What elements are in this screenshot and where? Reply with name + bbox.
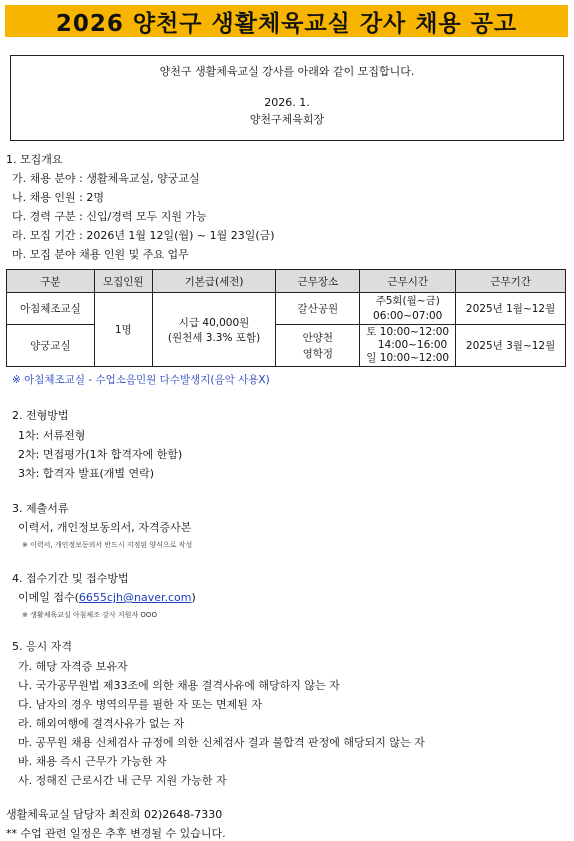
table-header: 근무기간 xyxy=(456,270,566,293)
place-line: 안양천 xyxy=(302,331,334,344)
section5-item: 나. 국가공무원법 제33조에 의한 채용 결격사유에 해당하지 않는 자 xyxy=(18,679,340,692)
section4-note: ※ 생활체육교실 아침체조 강사 지원자 OOO xyxy=(22,611,157,619)
section1-item: 라. 모집 기간 : 2026년 1월 12일(월) ~ 1월 23일(금) xyxy=(12,229,275,242)
notice-date: 2026. 1. xyxy=(264,96,310,109)
email-suffix: ) xyxy=(191,591,196,604)
time-line: 일 10:00~12:00 xyxy=(366,352,450,364)
section4-heading: 4. 접수기간 및 접수방법 xyxy=(12,572,129,585)
section2-item: 3차: 합격자 발표(개별 연락) xyxy=(18,467,155,480)
time-line: 토 10:00~12:00 xyxy=(366,326,450,338)
section1-item: 나. 채용 인원 : 2명 xyxy=(12,191,104,204)
section3-item: 이력서, 개인정보동의서, 자격증사본 xyxy=(18,521,192,534)
section1-item: 마. 모집 분야 채용 인원 및 주요 업무 xyxy=(12,248,189,261)
email-prefix: 이메일 접수( xyxy=(18,591,79,604)
place-cell xyxy=(276,325,360,367)
table-header: 근무장소 xyxy=(276,270,360,293)
place-line: 영학정 xyxy=(302,347,334,360)
period-cell: 2025년 1월~12월 xyxy=(456,293,566,325)
table-header: 기본급(세전) xyxy=(152,270,276,293)
table-header: 구분 xyxy=(7,270,95,293)
footer-note: ** 수업 관련 일정은 추후 변경될 수 있습니다. xyxy=(6,827,226,840)
section2-item: 2차: 면접평가(1차 합격자에 한함) xyxy=(18,448,183,461)
recruit-table xyxy=(6,269,566,367)
table-header: 근무시간 xyxy=(360,270,456,293)
notice-box xyxy=(10,55,564,141)
table-header: 모집인원 xyxy=(94,270,152,293)
section5-item: 다. 남자의 경우 병역의무를 필한 자 또는 면제된 자 xyxy=(18,698,262,711)
section1-heading: 1. 모집개요 xyxy=(6,153,63,166)
category-cell: 아침체조교실 xyxy=(7,293,95,325)
notice-line: 양천구 생활체육교실 강사를 아래와 같이 모집합니다. xyxy=(159,65,415,78)
section4-item xyxy=(18,589,196,605)
section5-item: 가. 해당 자격증 보유자 xyxy=(18,660,128,673)
section2-heading: 2. 전형방법 xyxy=(12,409,69,422)
section5-item: 바. 채용 즉시 근무가 가능한 자 xyxy=(18,755,167,768)
count-cell: 1명 xyxy=(94,293,152,367)
footer-contact: 생활체육교실 담당자 최진희 02)2648-7330 xyxy=(6,808,223,821)
section1-item: 가. 채용 분야 : 생활체육교실, 양궁교실 xyxy=(12,172,200,185)
section2-item: 1차: 서류전형 xyxy=(18,429,86,442)
pay-line: 시급 40,000원 xyxy=(178,316,250,329)
table-header-row xyxy=(7,270,566,293)
section3-note: ※ 이력서, 개인정보동의서 반드시 지정된 양식으로 작성 xyxy=(22,541,193,549)
notice-org: 양천구체육회장 xyxy=(249,113,325,126)
place-cell: 갈산공원 xyxy=(276,293,360,325)
time-cell xyxy=(360,325,456,367)
section1-item: 다. 경력 구분 : 신입/경력 모두 지원 가능 xyxy=(12,210,207,223)
title-banner xyxy=(5,5,568,37)
email-link[interactable]: 6655cjh@naver.com xyxy=(78,591,192,604)
table-note: ※ 아침체조교실 - 수업소음민원 다수발생지(음악 사용X) xyxy=(12,374,270,386)
section5-item: 라. 해외여행에 결격사유가 없는 자 xyxy=(18,717,185,730)
time-line: 06:00~07:00 xyxy=(373,309,443,322)
pay-cell xyxy=(152,293,276,367)
period-cell: 2025년 3월~12월 xyxy=(456,325,566,367)
pay-line: (원천세 3.3% 포함) xyxy=(167,331,261,344)
time-line: 주5회(월~금) xyxy=(375,294,440,307)
table-row xyxy=(7,325,566,367)
section5-heading: 5. 응시 자격 xyxy=(12,640,72,653)
time-line: 14:00~16:00 xyxy=(377,339,448,351)
time-cell xyxy=(360,293,456,325)
section5-item: 마. 공무원 채용 신체검사 규정에 의한 신체검사 결과 불합격 판정에 해당되지 않는 자 xyxy=(18,736,425,749)
section3-heading: 3. 제출서류 xyxy=(12,502,69,515)
section5-item: 사. 정해진 근로시간 내 근무 지원 가능한 자 xyxy=(18,774,227,787)
table-row xyxy=(7,293,566,325)
category-cell: 양궁교실 xyxy=(7,325,95,367)
page-title: 2026 양천구 생활체육교실 강사 채용 공고 xyxy=(55,10,518,37)
